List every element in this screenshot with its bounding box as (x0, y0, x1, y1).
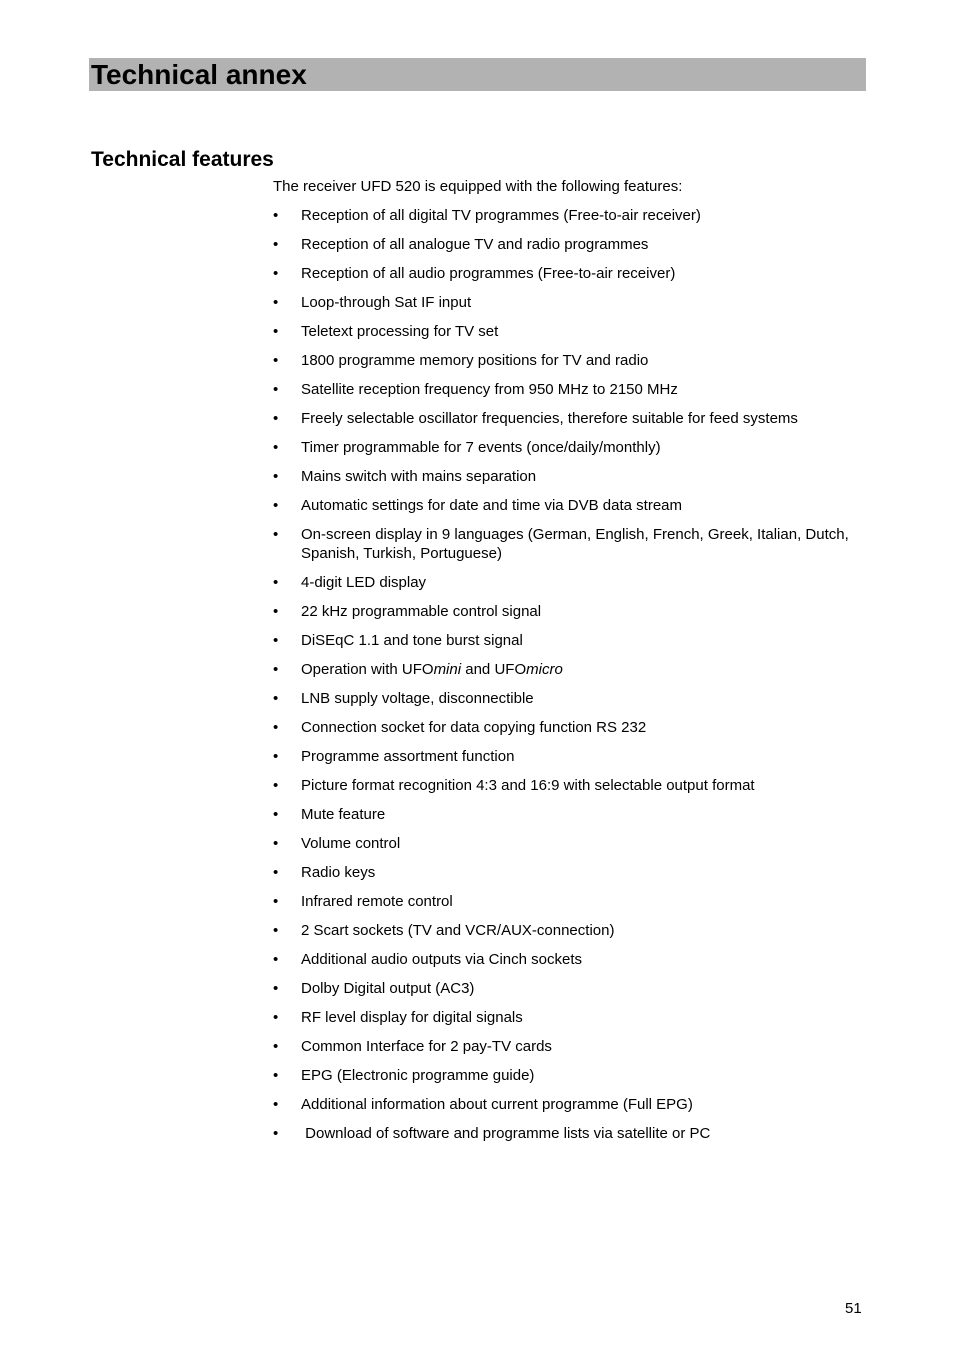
bullet-icon: • (273, 777, 279, 794)
list-item: • Additional audio outputs via Cinch sockets (273, 951, 583, 968)
bullet-icon: • (273, 1096, 279, 1113)
bullet-icon: • (273, 574, 279, 591)
bullet-icon: • (273, 439, 279, 456)
section-title: Technical features (91, 148, 274, 171)
bullet-icon: • (273, 951, 279, 968)
bullet-icon: • (273, 526, 279, 543)
bullet-icon: • (273, 748, 279, 765)
bullet-icon: • (273, 690, 279, 707)
bullet-icon: • (273, 323, 279, 340)
bullet-icon: • (273, 1067, 279, 1084)
list-item: • 2 Scart sockets (TV and VCR/AUX-connection) (273, 922, 615, 939)
list-item: • Dolby Digital output (AC3) (273, 980, 475, 997)
list-item: • Download of software and programme lists via satellite or PC (273, 1125, 711, 1142)
feature-list (273, 206, 863, 1153)
list-item: • Timer programmable for 7 events (once/daily/monthly) (273, 439, 661, 456)
bullet-icon: • (273, 207, 279, 224)
bullet-icon: • (273, 410, 279, 427)
bullet-icon: • (273, 1038, 279, 1055)
list-item: • EPG (Electronic programme guide) (273, 1067, 535, 1084)
intro-text: The receiver UFD 520 is equipped with the following features: (273, 178, 683, 195)
page-title: Technical annex (91, 59, 307, 90)
list-item: • Programme assortment function (273, 748, 515, 765)
list-item: • Infrared remote control (273, 893, 453, 910)
bullet-icon: • (273, 719, 279, 736)
bullet-icon: • (273, 806, 279, 823)
list-item: • 4-digit LED display (273, 574, 427, 591)
bullet-icon: • (273, 864, 279, 881)
list-item: • Freely selectable oscillator frequencies, therefore suitable for feed systems (273, 410, 798, 427)
list-item: • DiSEqC 1.1 and tone burst signal (273, 632, 523, 649)
bullet-icon: • (273, 835, 279, 852)
list-item: • On-screen display in 9 languages (German, English, French, Greek, Italian, Dutch, Spanish, Turkish, Portuguese) (273, 526, 849, 562)
list-item: • Volume control (273, 835, 401, 852)
bullet-icon: • (273, 922, 279, 939)
list-item: • Mains switch with mains separation (273, 468, 537, 485)
bullet-icon: • (273, 468, 279, 485)
list-item: • Reception of all analogue TV and radio programmes (273, 236, 649, 253)
list-item: • Mute feature (273, 806, 386, 823)
list-item: • Reception of all digital TV programmes (Free-to-air receiver) (273, 207, 701, 224)
bullet-icon: • (273, 236, 279, 253)
list-item: • Automatic settings for date and time via DVB data stream (273, 497, 683, 514)
bullet-icon: • (273, 265, 279, 282)
list-item: • Additional information about current programme (Full EPG) (273, 1096, 693, 1113)
list-item: • 1800 programme memory positions for TV and radio (273, 352, 649, 369)
list-item (273, 660, 863, 679)
list-item: • Picture format recognition 4:3 and 16:9 with selectable output format (273, 777, 755, 794)
bullet-icon: • (273, 661, 279, 678)
bullet-icon: • (273, 352, 279, 369)
bullet-icon: • (273, 1125, 279, 1142)
list-item: • Radio keys (273, 864, 376, 881)
list-item: • Satellite reception frequency from 950 MHz to 2150 MHz (273, 381, 678, 398)
bullet-icon: • (273, 497, 279, 514)
page-number: 51 (845, 1300, 862, 1317)
bullet-icon: • (273, 893, 279, 910)
list-item: • Common Interface for 2 pay-TV cards (273, 1038, 552, 1055)
bullet-icon: • (273, 294, 279, 311)
list-item: • Reception of all audio programmes (Free-to-air receiver) (273, 265, 676, 282)
list-item: • RF level display for digital signals (273, 1009, 523, 1026)
bullet-icon: • (273, 1009, 279, 1026)
list-item: • LNB supply voltage, disconnectible (273, 690, 534, 707)
list-item: • Connection socket for data copying function RS 232 (273, 719, 647, 736)
list-item: • 22 kHz programmable control signal (273, 603, 542, 620)
ufo-item: Operation with UFOmini and UFOmicro (301, 661, 563, 678)
bullet-icon: • (273, 632, 279, 649)
bullet-icon: • (273, 603, 279, 620)
bullet-icon: • (273, 980, 279, 997)
list-item: • Teletext processing for TV set (273, 323, 499, 340)
title-bar (89, 58, 866, 91)
bullet-icon: • (273, 381, 279, 398)
list-item: • Loop-through Sat IF input (273, 294, 472, 311)
